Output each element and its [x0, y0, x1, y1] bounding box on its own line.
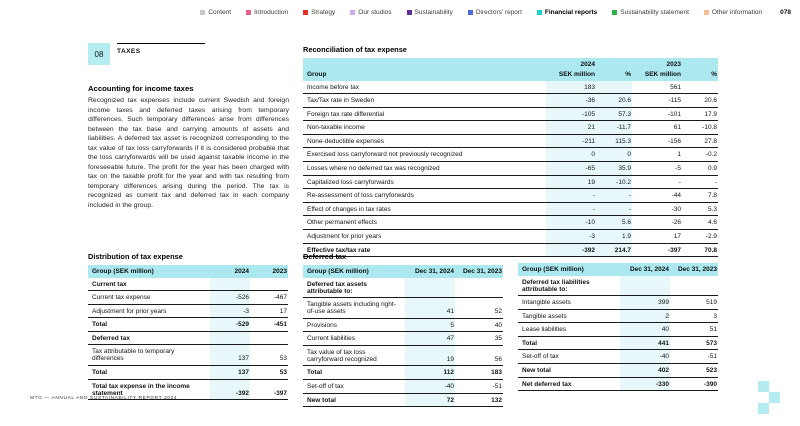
nav-item[interactable]	[537, 9, 597, 16]
cell-value: 20.6	[596, 94, 632, 108]
deferred_liabilities-table	[518, 263, 718, 391]
row-label: Income before tax	[303, 81, 546, 94]
table-row	[518, 364, 718, 378]
top-nav	[120, 9, 791, 16]
row-label: Tax value of tax loss carryforward recognized	[303, 345, 405, 366]
table-row	[88, 318, 288, 332]
cell-value: -10.2	[596, 175, 632, 189]
cell-value: -	[546, 189, 596, 203]
cell-value: -	[596, 202, 632, 216]
column-header: %	[682, 68, 718, 81]
cell-value: -451	[250, 318, 288, 332]
section-number: 08	[94, 49, 104, 59]
row-label: Tangible assets including right-of-use assets	[303, 298, 405, 319]
row-label: Losses where no deferred tax was recognized	[303, 162, 546, 176]
cell-value: 4.6	[682, 216, 718, 230]
column-header: Dec 31, 2024	[405, 265, 455, 278]
row-label: Lease liabilities	[518, 323, 620, 337]
cell-value: 21	[546, 121, 596, 135]
nav-item-label: Introduction	[254, 9, 289, 16]
column-header: Group (SEK million)	[88, 265, 210, 278]
column-header: Group	[303, 68, 546, 81]
table-row	[303, 107, 718, 121]
table-row	[303, 94, 718, 108]
article	[88, 84, 289, 211]
cell-value: 0.9	[682, 162, 718, 176]
nav-color-square-icon	[303, 10, 308, 15]
distribution-block	[88, 252, 288, 400]
row-label: Foreign tax rate differential	[303, 107, 546, 121]
cell-value: -390	[670, 377, 718, 391]
cell-value	[405, 278, 455, 298]
cell-value: -40	[620, 350, 670, 364]
table-row	[518, 309, 718, 323]
cell-value: -	[632, 175, 682, 189]
reconciliation-table-host	[303, 58, 718, 257]
distribution-title: Distribution of tax expense	[88, 252, 183, 261]
table-row	[303, 81, 718, 94]
table-row	[303, 230, 718, 244]
cell-value: 183	[546, 81, 596, 94]
cell-value	[455, 278, 503, 298]
table-row	[88, 278, 288, 291]
cell-value: -	[546, 202, 596, 216]
table-row	[518, 276, 718, 296]
table-row	[303, 278, 503, 298]
row-label: Current tax expense	[88, 291, 210, 305]
column-header: 2024	[210, 265, 250, 278]
nav-color-square-icon	[407, 10, 412, 15]
nav-item[interactable]	[468, 9, 522, 16]
cell-value: 56	[455, 345, 503, 366]
table-row	[303, 134, 718, 148]
row-label: Exercised loss carryforward not previously recognized	[303, 148, 546, 162]
table-row	[518, 350, 718, 364]
cell-value: -2.9	[682, 230, 718, 244]
cell-value: -105	[546, 107, 596, 121]
row-label: Total	[88, 366, 210, 380]
nav-item[interactable]	[200, 9, 231, 16]
cell-value: 52	[455, 298, 503, 319]
row-label: Adjustment for prior years	[88, 304, 210, 318]
cell-value: 5.6	[596, 216, 632, 230]
table-row	[303, 121, 718, 135]
nav-item-label: Financial reports	[544, 9, 598, 16]
column-header: %	[596, 68, 632, 81]
column-header: Dec 31, 2023	[670, 263, 718, 276]
table-row	[88, 331, 288, 345]
deferred-tax-liabilities-block	[518, 263, 718, 391]
deferred-tax-assets-block	[303, 252, 503, 407]
cell-value: -211	[546, 134, 596, 148]
cell-value: 2	[620, 309, 670, 323]
cell-value	[250, 331, 288, 345]
nav-item-label: Content	[208, 9, 232, 16]
row-label: New total	[518, 364, 620, 378]
distribution-table	[88, 265, 288, 400]
nav-item[interactable]	[246, 9, 288, 16]
table-row	[518, 323, 718, 337]
cell-value: 115.3	[596, 134, 632, 148]
cell-value: -5	[632, 162, 682, 176]
cell-value: 40	[455, 318, 503, 332]
row-label: Tax attributable to temporary differences	[88, 345, 210, 366]
cell-value: -10.8	[682, 121, 718, 135]
cell-value: -40	[405, 380, 455, 394]
cell-value: 19	[546, 175, 596, 189]
cell-value: -51	[455, 380, 503, 394]
cell-value: 35.9	[596, 162, 632, 176]
cell-value: -65	[546, 162, 596, 176]
cell-value: -0.2	[682, 148, 718, 162]
row-label: Set-off of tax	[303, 380, 405, 394]
cell-value: -156	[632, 134, 682, 148]
nav-item[interactable]	[350, 9, 391, 16]
cell-value	[682, 81, 718, 94]
table-row	[88, 291, 288, 305]
row-label: Non-taxable income	[303, 121, 546, 135]
cell-value: 72	[405, 393, 455, 407]
column-header: Group (SEK million)	[518, 263, 620, 276]
cell-value: 51	[670, 323, 718, 337]
reconciliation-title: Reconciliation of tax expense	[303, 45, 407, 54]
cell-value: 61	[632, 121, 682, 135]
row-label: New total	[303, 393, 405, 407]
row-label: Provisions	[303, 318, 405, 332]
table-row	[303, 380, 503, 394]
cell-value: 137	[210, 345, 250, 366]
cell-value: 137	[210, 366, 250, 380]
column-header: 2023	[250, 265, 288, 278]
row-label: Net deferred tax	[518, 377, 620, 391]
cell-value: -	[596, 189, 632, 203]
cell-value: 41	[405, 298, 455, 319]
year-header	[303, 58, 546, 68]
cell-value: -397	[632, 243, 682, 257]
column-header: Dec 31, 2024	[620, 263, 670, 276]
cell-value: 214.7	[596, 243, 632, 257]
cell-value: 183	[455, 366, 503, 380]
row-label: Adjustment for prior years	[303, 230, 546, 244]
cell-value: -115	[632, 94, 682, 108]
cell-value: -392	[546, 243, 596, 257]
table-row	[88, 345, 288, 366]
nav-item-label: Strategy	[311, 9, 336, 16]
column-header: SEK million	[632, 68, 682, 81]
row-label: Intangible assets	[518, 296, 620, 310]
cell-value: 40	[620, 323, 670, 337]
table-row	[303, 148, 718, 162]
row-label: Total tax expense in the income statement	[88, 379, 210, 400]
cell-value: -26	[632, 216, 682, 230]
cell-value: 5	[405, 318, 455, 332]
cell-value: 561	[632, 81, 682, 94]
row-label: Current tax	[88, 278, 210, 291]
table-row	[303, 345, 503, 366]
report-footer: MTG — ANNUAL AND SUSTAINABILITY REPORT 2024	[30, 396, 178, 401]
nav-item-label: Directors' report	[475, 9, 522, 16]
column-header: Group (SEK million)	[303, 265, 405, 278]
row-label: Total	[88, 318, 210, 332]
table-row	[518, 296, 718, 310]
nav-item-label: Sustainability statement	[620, 9, 689, 16]
pixel-decoration-icon	[758, 381, 769, 392]
cell-value	[250, 278, 288, 291]
cell-value: 7.8	[682, 189, 718, 203]
table-row	[518, 377, 718, 391]
nav-item[interactable]	[303, 9, 335, 16]
cell-value: -3	[210, 304, 250, 318]
article-body: Recognized tax expenses include current Swedish and foreign income taxes and deferred taxes arising from temporary differences. Such temporary differences arise from differences between the tax base and carrying amounts of assets and liabilities. A deferred tax asset is recognized corresponding to the tax value of tax loss carryforwards if it is considered probable that the loss carryforwards will be used against taxable income in the foreseeable future. The profit for the year has been charged with tax on the taxable profit for the year and with tax resulting from temporary differences arising during the period. The tax is recognized as current tax and deferred tax in each company included in the group.	[88, 97, 289, 210]
cell-value: 17	[250, 304, 288, 318]
cell-value: -467	[250, 291, 288, 305]
deferred_assets-table	[303, 265, 503, 407]
cell-value: 112	[405, 366, 455, 380]
table-row	[303, 216, 718, 230]
cell-value: 441	[620, 336, 670, 350]
cell-value: -330	[620, 377, 670, 391]
row-label: Deferred tax liabilities attributable to:	[518, 276, 620, 296]
cell-value: -3	[546, 230, 596, 244]
cell-value: 5.3	[682, 202, 718, 216]
cell-value: 17.9	[682, 107, 718, 121]
nav-color-square-icon	[612, 10, 617, 15]
cell-value: -101	[632, 107, 682, 121]
cell-value: 57.3	[596, 107, 632, 121]
cell-value: -51	[670, 350, 718, 364]
section-title: TAXES	[117, 43, 205, 55]
year-header	[596, 58, 632, 68]
cell-value: -11.7	[596, 121, 632, 135]
row-label: Set-off of tax	[518, 350, 620, 364]
nav-item[interactable]	[612, 9, 689, 16]
nav-item-label: Sustainability	[414, 9, 453, 16]
cell-value: -392	[210, 379, 250, 400]
table-row	[303, 318, 503, 332]
nav-item-label: Our studios	[358, 9, 392, 16]
row-label: Deferred tax	[88, 331, 210, 345]
row-label: Effect of changes in tax rates	[303, 202, 546, 216]
cell-value: 53	[250, 345, 288, 366]
cell-value: 1	[632, 148, 682, 162]
row-label: Re-assessment of loss carryforwards	[303, 189, 546, 203]
table-row	[303, 189, 718, 203]
cell-value: -10	[546, 216, 596, 230]
cell-value: -36	[546, 94, 596, 108]
nav-color-square-icon	[350, 10, 355, 15]
table-row	[518, 336, 718, 350]
cell-value: 523	[670, 364, 718, 378]
nav-item-label: Other information	[711, 9, 763, 16]
deferred-assets-table-host	[303, 265, 503, 407]
nav-color-square-icon	[200, 10, 205, 15]
row-label: Total	[303, 366, 405, 380]
cell-value: 27.8	[682, 134, 718, 148]
cell-value: 47	[405, 332, 455, 346]
cell-value: 0	[596, 148, 632, 162]
table-row	[303, 393, 503, 407]
cell-value	[596, 81, 632, 94]
distribution-table-host	[88, 265, 288, 400]
table-row	[88, 304, 288, 318]
column-header: Dec 31, 2023	[455, 265, 503, 278]
row-label: Effective tax/tax rate	[303, 243, 546, 257]
cell-value: -	[682, 175, 718, 189]
table-row	[303, 162, 718, 176]
pixel-decoration-icon	[769, 392, 780, 403]
table-row	[303, 366, 503, 380]
nav-color-square-icon	[468, 10, 473, 15]
cell-value: 399	[620, 296, 670, 310]
nav-item[interactable]	[704, 9, 762, 16]
row-label: Tangible assets	[518, 309, 620, 323]
cell-value: 573	[670, 336, 718, 350]
cell-value: 19	[405, 345, 455, 366]
cell-value: 0	[546, 148, 596, 162]
year-header: 2023	[632, 58, 682, 68]
cell-value: -526	[210, 291, 250, 305]
table-row	[303, 298, 503, 319]
cell-value: 17	[632, 230, 682, 244]
cell-value: -529	[210, 318, 250, 332]
column-header: SEK million	[546, 68, 596, 81]
cell-value: 3	[670, 309, 718, 323]
year-header	[682, 58, 718, 68]
cell-value: 132	[455, 393, 503, 407]
deferred-liabilities-table-host	[518, 263, 718, 391]
cell-value: 53	[250, 366, 288, 380]
row-label: Deferred tax assets attributable to:	[303, 278, 405, 298]
nav-color-square-icon	[246, 10, 251, 15]
cell-value: -30	[632, 202, 682, 216]
page-number: 078	[780, 9, 791, 16]
reconciliation-block	[303, 45, 718, 257]
reconciliation-table	[303, 58, 718, 257]
row-label: Capitalized loss carryforwards	[303, 175, 546, 189]
cell-value	[620, 276, 670, 296]
cell-value: 519	[670, 296, 718, 310]
table-row	[303, 332, 503, 346]
cell-value	[210, 331, 250, 345]
cell-value: -397	[250, 379, 288, 400]
section-number-box	[88, 43, 110, 65]
section-head	[88, 43, 288, 65]
row-label: Total	[518, 336, 620, 350]
table-row	[303, 202, 718, 216]
cell-value: 20.6	[682, 94, 718, 108]
cell-value: -44	[632, 189, 682, 203]
cell-value: 402	[620, 364, 670, 378]
row-label: Tax/Tax rate in Sweden	[303, 94, 546, 108]
row-label: None-deductible expenses	[303, 134, 546, 148]
nav-color-square-icon	[537, 10, 542, 15]
year-header: 2024	[546, 58, 596, 68]
row-label: Other permanent effects	[303, 216, 546, 230]
cell-value: 1.9	[596, 230, 632, 244]
article-heading: Accounting for income taxes	[88, 84, 194, 93]
deferred-tax-title: Deferred tax	[303, 252, 347, 261]
pixel-decoration-icon	[758, 403, 769, 414]
nav-item[interactable]	[407, 9, 453, 16]
table-row	[303, 175, 718, 189]
cell-value	[670, 276, 718, 296]
table-row	[88, 366, 288, 380]
cell-value	[210, 278, 250, 291]
row-label: Current liabilities	[303, 332, 405, 346]
cell-value: 35	[455, 332, 503, 346]
nav-color-square-icon	[704, 10, 709, 15]
cell-value: 70.8	[682, 243, 718, 257]
